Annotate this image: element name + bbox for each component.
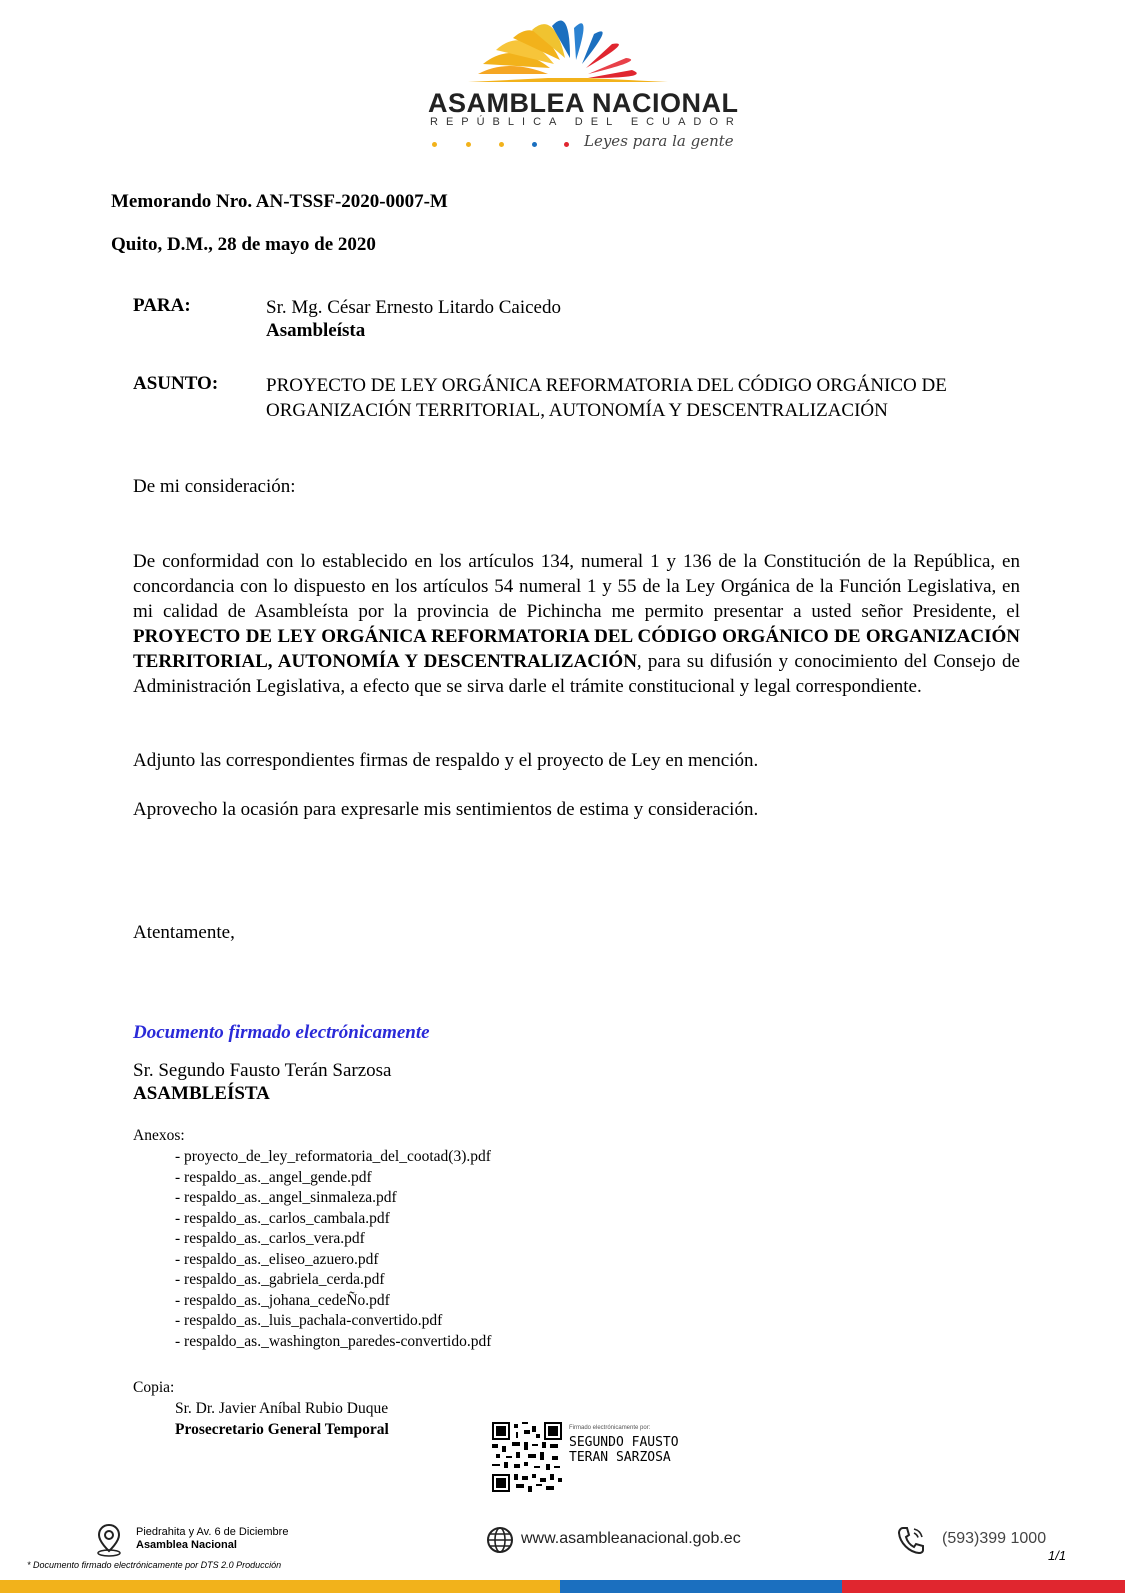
org-name: ASAMBLEA NACIONAL	[428, 88, 739, 118]
signer-title: ASAMBLEÍSTA	[133, 1083, 270, 1104]
org-slogan: Leyes para la gente	[584, 132, 734, 150]
to-label: PARA:	[133, 295, 191, 316]
memo-date: Quito, D.M., 28 de mayo de 2020	[111, 234, 376, 255]
greeting: De mi consideración:	[133, 476, 296, 497]
copy-name: Sr. Dr. Javier Aníbal Rubio Duque	[175, 1400, 389, 1417]
paragraph-3: Aprovecho la ocasión para expresarle mis sentimientos de estima y consideración.	[133, 799, 759, 820]
logo-dot	[499, 142, 504, 147]
annex-label: Anexos:	[133, 1127, 185, 1144]
electronic-signature-note: Documento firmado electrónicamente	[133, 1022, 430, 1043]
logo-dot	[432, 142, 437, 147]
stamp-name-line-1: SEGUNDO FAUSTO	[569, 1435, 679, 1450]
stamp-label: Firmado electrónicamente por:	[569, 1425, 651, 1431]
subject-label: ASUNTO:	[133, 373, 219, 394]
footer-bar-red	[842, 1580, 1125, 1593]
annex-item: - respaldo_as._eliseo_azuero.pdf	[175, 1250, 379, 1268]
closing: Atentamente,	[133, 922, 235, 943]
footer-bar-blue	[560, 1580, 842, 1593]
to-title: Asambleísta	[266, 320, 366, 341]
paragraph-1-end: , para su difusión y conocimiento del Consejo de Administración Legislativa, a efecto que se sirva darle el trámite constitucional y legal correspondiente.	[133, 651, 1020, 697]
to-name: Sr. Mg. César Ernesto Litardo Caicedo	[266, 297, 561, 318]
footer-phone: (593)399 1000	[942, 1530, 1047, 1547]
annex-list	[175, 1147, 491, 1352]
annex-item: - respaldo_as._washington_paredes-convertido.pdf	[175, 1332, 492, 1350]
phone-icon	[897, 1525, 925, 1555]
subject-line-1: PROYECTO DE LEY ORGÁNICA REFORMATORIA DEL CÓDIGO ORGÁNICO DE	[266, 375, 947, 396]
paragraph-1	[133, 549, 1020, 699]
page-number: 1/1	[1048, 1548, 1067, 1563]
copy-title: Prosecretario General Temporal	[175, 1421, 389, 1438]
annex-item: - respaldo_as._angel_sinmaleza.pdf	[175, 1189, 397, 1206]
paragraph-1-start: De conformidad con lo establecido en los artículos 134, numeral 1 y 136 de la Constitución de la República, en concordancia con lo dispuesto en los artículos 54 numeral 1 y 55 de la Ley Orgánica de la Función Legislativa, en mi calidad de Asambleísta por la provincia de Pichincha me permito presentar a usted señor Presidente, el	[133, 551, 1020, 622]
annex-item: - respaldo_as._gabriela_cerda.pdf	[175, 1271, 385, 1288]
signer-name: Sr. Segundo Fausto Terán Sarzosa	[133, 1060, 392, 1081]
annex-item: - proyecto_de_ley_reformatoria_del_cootad(3).pdf	[175, 1148, 491, 1165]
footer-bar-yellow	[0, 1580, 560, 1593]
footer-note: * Documento firmado electrónicamente por DTS 2.0 Producción	[27, 1560, 282, 1570]
memo-number: Memorando Nro. AN-TSSF-2020-0007-M	[111, 191, 448, 212]
globe-icon	[486, 1526, 514, 1554]
qr-code-icon	[492, 1422, 562, 1492]
annex-item: - respaldo_as._carlos_vera.pdf	[175, 1230, 365, 1247]
logo-dot	[532, 142, 537, 147]
footer-address-1: Piedrahita y Av. 6 de Diciembre	[136, 1526, 289, 1538]
annex-item: - respaldo_as._angel_gende.pdf	[175, 1168, 372, 1186]
org-subtitle: REPÚBLICA DEL ECUADOR	[430, 116, 742, 128]
copy-label: Copia:	[133, 1379, 175, 1396]
annex-item: - respaldo_as._luis_pachala-convertido.pdf	[175, 1312, 443, 1329]
logo-dot	[564, 142, 569, 147]
annex-item: - respaldo_as._carlos_cambala.pdf	[175, 1209, 390, 1227]
footer-address-2: Asamblea Nacional	[136, 1539, 237, 1551]
paragraph-2: Adjunto las correspondientes firmas de respaldo y el proyecto de Ley en mención.	[133, 750, 759, 771]
subject-line-2: ORGANIZACIÓN TERRITORIAL, AUTONOMÍA Y DESCENTRALIZACIÓN	[266, 400, 888, 421]
location-pin-icon	[94, 1523, 124, 1557]
logo-dot	[466, 142, 471, 147]
stamp-name-line-2: TERAN SARZOSA	[569, 1450, 671, 1465]
footer-url[interactable]: www.asambleanacional.gob.ec	[521, 1530, 741, 1547]
paragraph-1-bold: PROYECTO DE LEY ORGÁNICA REFORMATORIA DEL CÓDIGO ORGÁNICO DE ORGANIZACIÓN TERRITORIAL, AUTONOMÍA Y DESCENTRALIZACIÓN	[133, 626, 1020, 672]
annex-item: - respaldo_as._johana_cedeÑo.pdf	[175, 1291, 390, 1309]
